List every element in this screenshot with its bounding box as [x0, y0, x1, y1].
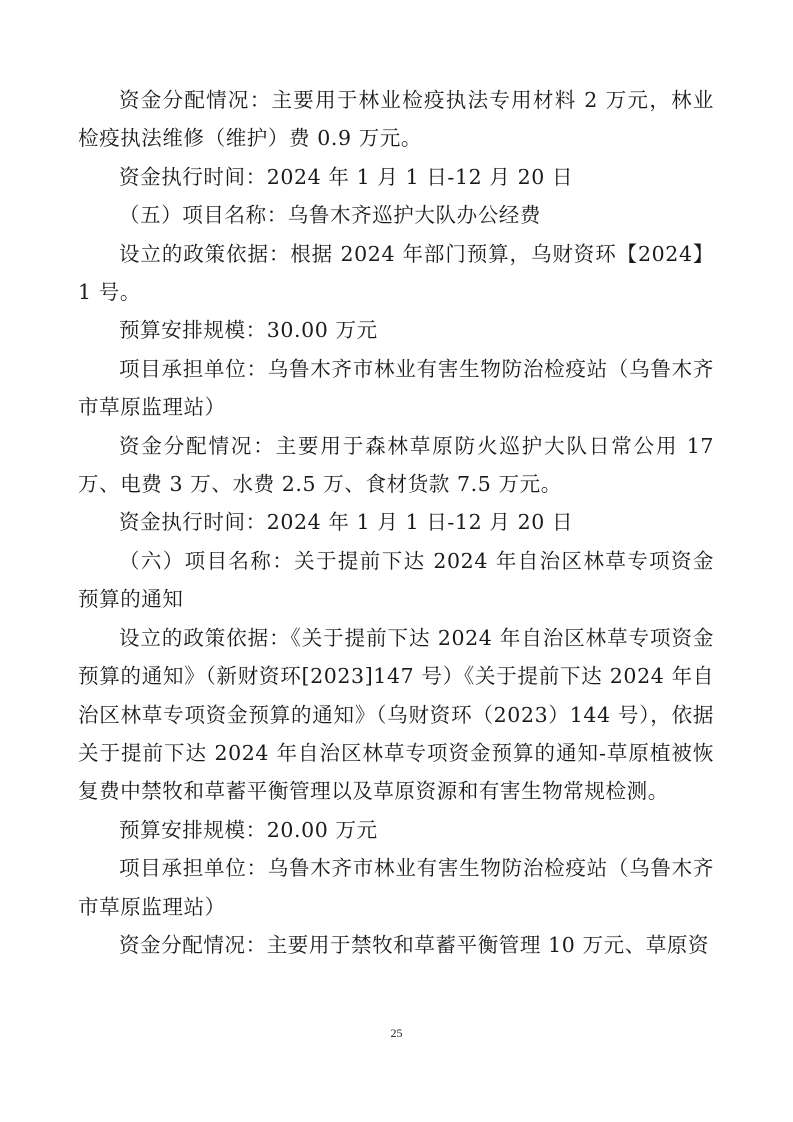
paragraph-execution-time-1: 资金执行时间：2024 年 1 月 1 日-12 月 20 日: [119, 164, 574, 189]
paragraph-undertaking-unit-5: 项目承担单位：乌鲁木齐市林业有害生物防治检疫站（乌鲁木齐市草原监理站）: [78, 356, 714, 420]
paragraph-fund-allocation-quarantine: 资金分配情况：主要用于林业检疫执法专用材料 2 万元，林业检疫执法维修（维护）费 0.9 万元。: [78, 88, 714, 151]
paragraph-fund-allocation-5: 资金分配情况：主要用于森林草原防火巡护大队日常公用 17 万、电费 3 万、水费 2.5 万、食材货款 7.5 万元。: [78, 433, 714, 497]
paragraph-budget-scale-6: 预算安排规模：20.00 万元: [119, 817, 378, 842]
paragraph-undertaking-unit-6: 项目承担单位：乌鲁木齐市林业有害生物防治检疫站（乌鲁木齐市草原监理站）: [78, 856, 714, 919]
paragraph-budget-scale-5: 预算安排规模：30.00 万元: [119, 318, 378, 343]
paragraph-fund-allocation-6: 资金分配情况：主要用于禁牧和草蓄平衡管理 10 万元、草原资: [119, 932, 710, 957]
paragraph-execution-time-5: 资金执行时间：2024 年 1 月 1 日-12 月 20 日: [119, 510, 574, 535]
paragraph-policy-basis-6: 设立的政策依据：《关于提前下达 2024 年自治区林草专项资金预算的通知》（新财资环[2023]147 号）《关于提前下达 2024 年自治区林草专项资金预算的通知》（乌财资环（2023）144 号），依据关于提前下达 2024 年自治区林草专项资金预算的通知-草原植被恢复费中禁牧和草蓄平衡管理以及草原资源和有害生物常规检测。: [78, 625, 714, 804]
paragraph-project-name-6: （六）项目名称：关于提前下达 2024 年自治区林草专项资金预算的通知: [78, 548, 714, 612]
page-number: 25: [390, 1026, 403, 1040]
paragraph-policy-basis-5: 设立的政策依据：根据 2024 年部门预算，乌财资环【2024】1 号。: [78, 241, 714, 305]
document-body: [78, 81, 714, 964]
paragraph-project-name-5: （五）项目名称：乌鲁木齐巡护大队办公经费: [119, 203, 541, 228]
